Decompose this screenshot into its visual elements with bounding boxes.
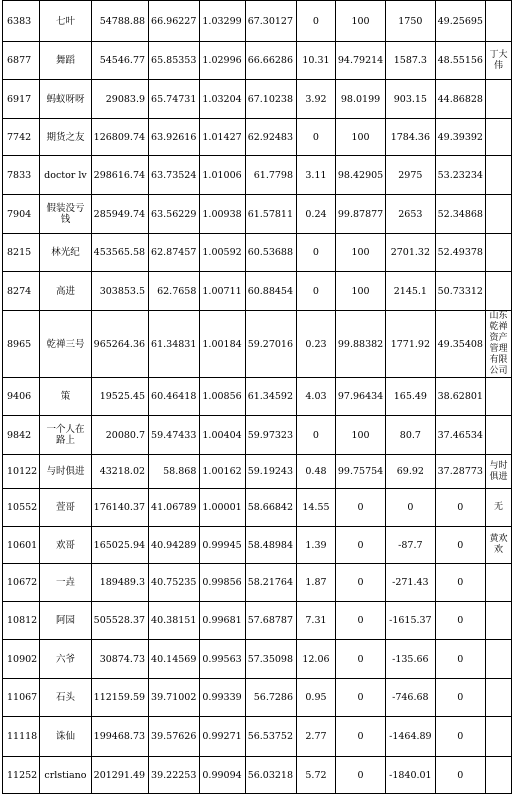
value3-cell: 0.99094 (200, 757, 245, 794)
remark-cell (486, 234, 512, 272)
value2-cell: 39.71002 (149, 679, 200, 717)
value3-cell: 0.99271 (200, 717, 245, 757)
value6-cell: 100 (335, 234, 385, 272)
value4-cell: 67.30127 (245, 1, 296, 42)
value4-cell: 59.19243 (245, 455, 296, 489)
value7-cell: -1840.01 (386, 757, 435, 794)
value5-cell: 0.95 (297, 679, 336, 717)
nickname-cell: doctor lv (40, 156, 91, 195)
table-row (3, 717, 512, 757)
value2-cell: 62.87457 (149, 234, 200, 272)
account-id-cell: 8274 (3, 272, 40, 311)
value1-cell: 30874.73 (91, 640, 148, 679)
remark-cell: 山东乾禅资产管理有限公司 (486, 311, 512, 378)
value5-cell: 3.11 (297, 156, 336, 195)
value4-cell: 58.21764 (245, 564, 296, 602)
value7-cell: 1784.36 (386, 119, 435, 156)
table-row (3, 455, 512, 489)
remark-cell (486, 602, 512, 640)
value1-cell: 201291.49 (91, 757, 148, 794)
value1-cell: 176140.37 (91, 489, 148, 527)
value2-cell: 62.7658 (149, 272, 200, 311)
table-row (3, 416, 512, 455)
value8-cell: 37.28773 (435, 455, 486, 489)
value2-cell: 41.06789 (149, 489, 200, 527)
value7-cell: -1615.37 (386, 602, 435, 640)
table-row (3, 272, 512, 311)
value8-cell: 38.62801 (435, 378, 486, 416)
table-row (3, 378, 512, 416)
table-row (3, 156, 512, 195)
value6-cell: 100 (335, 416, 385, 455)
account-id-cell: 7904 (3, 195, 40, 234)
remark-cell (486, 156, 512, 195)
value5-cell: 1.39 (297, 527, 336, 564)
value7-cell: -135.66 (386, 640, 435, 679)
value3-cell: 0.99681 (200, 602, 245, 640)
account-id-cell: 6877 (3, 42, 40, 80)
account-id-cell: 8965 (3, 311, 40, 378)
value4-cell: 62.92483 (245, 119, 296, 156)
value7-cell: 2653 (386, 195, 435, 234)
value8-cell: 52.34868 (435, 195, 486, 234)
value6-cell: 94.79214 (335, 42, 385, 80)
value6-cell: 0 (335, 489, 385, 527)
account-id-cell: 11252 (3, 757, 40, 794)
value5-cell: 12.06 (297, 640, 336, 679)
value4-cell: 61.7798 (245, 156, 296, 195)
account-id-cell: 7833 (3, 156, 40, 195)
value1-cell: 29083.9 (91, 80, 148, 119)
value4-cell: 59.27016 (245, 311, 296, 378)
value1-cell: 453565.58 (91, 234, 148, 272)
remark-cell (486, 119, 512, 156)
table-row (3, 640, 512, 679)
value8-cell: 37.46534 (435, 416, 486, 455)
value1-cell: 19525.45 (91, 378, 148, 416)
value2-cell: 39.57626 (149, 717, 200, 757)
nickname-cell: 六爷 (40, 640, 91, 679)
nickname-cell: 舞蹈 (40, 42, 91, 80)
ranking-table (2, 0, 512, 794)
nickname-cell: 萱哥 (40, 489, 91, 527)
value3-cell: 0.99339 (200, 679, 245, 717)
value2-cell: 60.46418 (149, 378, 200, 416)
nickname-cell: 蚂蚁呀呀 (40, 80, 91, 119)
account-id-cell: 10122 (3, 455, 40, 489)
value2-cell: 40.75235 (149, 564, 200, 602)
nickname-cell: 与时俱进 (40, 455, 91, 489)
nickname-cell: 诛仙 (40, 717, 91, 757)
value3-cell: 1.00001 (200, 489, 245, 527)
value5-cell: 1.87 (297, 564, 336, 602)
nickname-cell: 一垚 (40, 564, 91, 602)
remark-cell (486, 416, 512, 455)
value6-cell: 99.75754 (335, 455, 385, 489)
value2-cell: 65.85353 (149, 42, 200, 80)
account-id-cell: 11118 (3, 717, 40, 757)
value3-cell: 1.00404 (200, 416, 245, 455)
value4-cell: 60.53688 (245, 234, 296, 272)
value7-cell: 165.49 (386, 378, 435, 416)
value8-cell: 0 (435, 564, 486, 602)
value2-cell: 66.96227 (149, 1, 200, 42)
nickname-cell: 林光纪 (40, 234, 91, 272)
value6-cell: 0 (335, 640, 385, 679)
value4-cell: 57.35098 (245, 640, 296, 679)
table-row (3, 679, 512, 717)
value3-cell: 1.01006 (200, 156, 245, 195)
remark-cell: 丁大伟 (486, 42, 512, 80)
nickname-cell: 阿园 (40, 602, 91, 640)
value5-cell: 2.77 (297, 717, 336, 757)
value2-cell: 63.92616 (149, 119, 200, 156)
value2-cell: 58.868 (149, 455, 200, 489)
account-id-cell: 11067 (3, 679, 40, 717)
value3-cell: 0.99945 (200, 527, 245, 564)
remark-cell (486, 717, 512, 757)
value5-cell: 7.31 (297, 602, 336, 640)
value7-cell: 903.15 (386, 80, 435, 119)
value4-cell: 56.7286 (245, 679, 296, 717)
table-row (3, 195, 512, 234)
value2-cell: 65.74731 (149, 80, 200, 119)
value1-cell: 43218.02 (91, 455, 148, 489)
table-row (3, 564, 512, 602)
account-id-cell: 6383 (3, 1, 40, 42)
remark-cell: 与时俱进 (486, 455, 512, 489)
value7-cell: 69.92 (386, 455, 435, 489)
value2-cell: 63.56229 (149, 195, 200, 234)
remark-cell (486, 1, 512, 42)
value2-cell: 39.22253 (149, 757, 200, 794)
value6-cell: 0 (335, 602, 385, 640)
value5-cell: 0 (297, 234, 336, 272)
account-id-cell: 10601 (3, 527, 40, 564)
value1-cell: 298616.74 (91, 156, 148, 195)
value2-cell: 40.14569 (149, 640, 200, 679)
account-id-cell: 8215 (3, 234, 40, 272)
value1-cell: 189489.3 (91, 564, 148, 602)
value8-cell: 50.73312 (435, 272, 486, 311)
value8-cell: 0 (435, 527, 486, 564)
value5-cell: 0 (297, 416, 336, 455)
value7-cell: 1587.3 (386, 42, 435, 80)
value2-cell: 63.73524 (149, 156, 200, 195)
value7-cell: 80.7 (386, 416, 435, 455)
value4-cell: 58.48984 (245, 527, 296, 564)
value3-cell: 1.00711 (200, 272, 245, 311)
value3-cell: 1.00162 (200, 455, 245, 489)
value5-cell: 0 (297, 1, 336, 42)
value8-cell: 0 (435, 489, 486, 527)
value6-cell: 0 (335, 679, 385, 717)
nickname-cell: crlstiano (40, 757, 91, 794)
value8-cell: 0 (435, 717, 486, 757)
table-row (3, 757, 512, 794)
account-id-cell: 10902 (3, 640, 40, 679)
nickname-cell: 一个人在路上 (40, 416, 91, 455)
remark-cell: 黄欢欢 (486, 527, 512, 564)
value1-cell: 303853.5 (91, 272, 148, 311)
value8-cell: 44.86828 (435, 80, 486, 119)
value5-cell: 0 (297, 119, 336, 156)
value3-cell: 0.99563 (200, 640, 245, 679)
value6-cell: 97.96434 (335, 378, 385, 416)
value6-cell: 100 (335, 1, 385, 42)
value3-cell: 1.00184 (200, 311, 245, 378)
value5-cell: 14.55 (297, 489, 336, 527)
value2-cell: 40.94289 (149, 527, 200, 564)
value3-cell: 1.00938 (200, 195, 245, 234)
remark-cell (486, 272, 512, 311)
value2-cell: 40.38151 (149, 602, 200, 640)
value3-cell: 0.99856 (200, 564, 245, 602)
value4-cell: 67.10238 (245, 80, 296, 119)
remark-cell (486, 378, 512, 416)
remark-cell (486, 80, 512, 119)
value4-cell: 66.66286 (245, 42, 296, 80)
value8-cell: 48.55156 (435, 42, 486, 80)
nickname-cell: 七叶 (40, 1, 91, 42)
table-row (3, 1, 512, 42)
value6-cell: 100 (335, 119, 385, 156)
remark-cell (486, 195, 512, 234)
value8-cell: 0 (435, 679, 486, 717)
value6-cell: 0 (335, 564, 385, 602)
value4-cell: 61.57811 (245, 195, 296, 234)
value1-cell: 199468.73 (91, 717, 148, 757)
value8-cell: 49.35408 (435, 311, 486, 378)
value1-cell: 165025.94 (91, 527, 148, 564)
value5-cell: 4.03 (297, 378, 336, 416)
value3-cell: 1.03204 (200, 80, 245, 119)
value5-cell: 3.92 (297, 80, 336, 119)
value4-cell: 56.53752 (245, 717, 296, 757)
value1-cell: 20080.7 (91, 416, 148, 455)
table-row (3, 489, 512, 527)
value8-cell: 0 (435, 640, 486, 679)
account-id-cell: 9842 (3, 416, 40, 455)
table-row (3, 234, 512, 272)
account-id-cell: 7742 (3, 119, 40, 156)
value1-cell: 285949.74 (91, 195, 148, 234)
value5-cell: 10.31 (297, 42, 336, 80)
value1-cell: 965264.36 (91, 311, 148, 378)
value1-cell: 505528.37 (91, 602, 148, 640)
value5-cell: 5.72 (297, 757, 336, 794)
nickname-cell: 假装没亏钱 (40, 195, 91, 234)
value8-cell: 52.49378 (435, 234, 486, 272)
value4-cell: 59.97323 (245, 416, 296, 455)
table-row (3, 119, 512, 156)
remark-cell: 无 (486, 489, 512, 527)
value7-cell: -746.68 (386, 679, 435, 717)
value8-cell: 49.39392 (435, 119, 486, 156)
account-id-cell: 6917 (3, 80, 40, 119)
value1-cell: 54788.88 (91, 1, 148, 42)
value6-cell: 0 (335, 717, 385, 757)
table-body (3, 1, 512, 794)
account-id-cell: 10672 (3, 564, 40, 602)
value8-cell: 49.25695 (435, 1, 486, 42)
account-id-cell: 9406 (3, 378, 40, 416)
value1-cell: 112159.59 (91, 679, 148, 717)
value6-cell: 0 (335, 757, 385, 794)
value6-cell: 100 (335, 272, 385, 311)
value7-cell: 1771.92 (386, 311, 435, 378)
value2-cell: 59.47433 (149, 416, 200, 455)
value7-cell: -1464.89 (386, 717, 435, 757)
nickname-cell: 欢哥 (40, 527, 91, 564)
value7-cell: -271.43 (386, 564, 435, 602)
value6-cell: 0 (335, 527, 385, 564)
value6-cell: 99.87877 (335, 195, 385, 234)
table-row (3, 527, 512, 564)
value4-cell: 58.66842 (245, 489, 296, 527)
remark-cell (486, 640, 512, 679)
table-row (3, 42, 512, 80)
value7-cell: 2975 (386, 156, 435, 195)
value3-cell: 1.01427 (200, 119, 245, 156)
value3-cell: 1.00856 (200, 378, 245, 416)
remark-cell (486, 564, 512, 602)
nickname-cell: 石头 (40, 679, 91, 717)
nickname-cell: 乾禅三号 (40, 311, 91, 378)
value1-cell: 54546.77 (91, 42, 148, 80)
value4-cell: 57.68787 (245, 602, 296, 640)
value6-cell: 98.0199 (335, 80, 385, 119)
value5-cell: 0.24 (297, 195, 336, 234)
value4-cell: 56.03218 (245, 757, 296, 794)
value5-cell: 0 (297, 272, 336, 311)
value3-cell: 1.00592 (200, 234, 245, 272)
value7-cell: 2701.32 (386, 234, 435, 272)
remark-cell (486, 679, 512, 717)
value6-cell: 98.42905 (335, 156, 385, 195)
remark-cell (486, 757, 512, 794)
value1-cell: 126809.74 (91, 119, 148, 156)
value7-cell: 0 (386, 489, 435, 527)
value5-cell: 0.23 (297, 311, 336, 378)
table-row (3, 311, 512, 378)
account-id-cell: 10812 (3, 602, 40, 640)
nickname-cell: 期货之友 (40, 119, 91, 156)
value5-cell: 0.48 (297, 455, 336, 489)
value7-cell: 2145.1 (386, 272, 435, 311)
value2-cell: 61.34831 (149, 311, 200, 378)
value3-cell: 1.02996 (200, 42, 245, 80)
value8-cell: 0 (435, 757, 486, 794)
value8-cell: 0 (435, 602, 486, 640)
value7-cell: 1750 (386, 1, 435, 42)
table-row (3, 80, 512, 119)
value4-cell: 60.88454 (245, 272, 296, 311)
table-row (3, 602, 512, 640)
nickname-cell: 高进 (40, 272, 91, 311)
nickname-cell: 策 (40, 378, 91, 416)
value8-cell: 53.23234 (435, 156, 486, 195)
value4-cell: 61.34592 (245, 378, 296, 416)
account-id-cell: 10552 (3, 489, 40, 527)
value6-cell: 99.88382 (335, 311, 385, 378)
value3-cell: 1.03299 (200, 1, 245, 42)
value7-cell: -87.7 (386, 527, 435, 564)
